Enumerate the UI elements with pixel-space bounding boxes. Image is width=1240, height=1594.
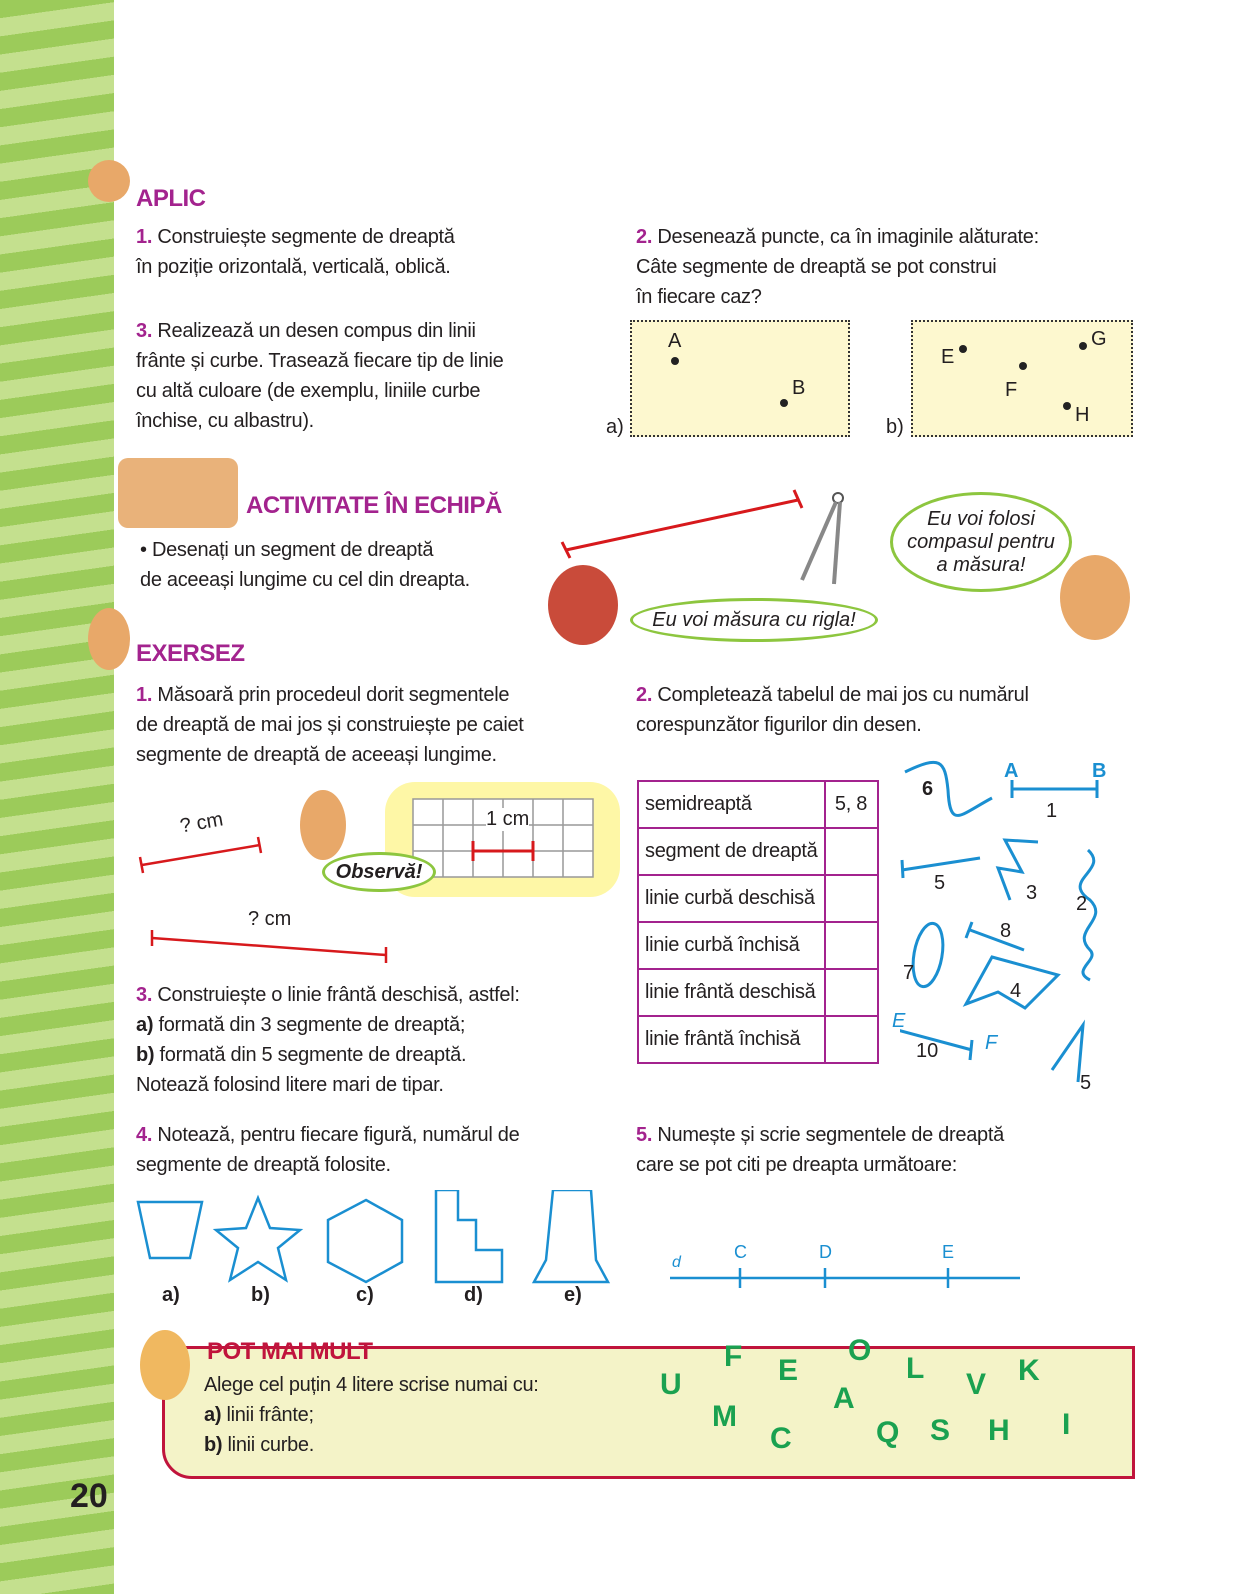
figure-label: e) xyxy=(564,1284,582,1306)
figure-label: d) xyxy=(464,1284,483,1306)
table-row: linie curbă deschisă xyxy=(638,875,878,922)
exersez-ex3: 3. Construiește o linie frântă deschisă, astfel: a) formată din 3 segmente de dreaptă; b) formată din 5 segmente de dreaptă. Notează folosind litere mari de tipar. xyxy=(136,984,520,1096)
letter: H xyxy=(988,1414,1010,1447)
letter: M xyxy=(712,1400,737,1433)
decorative-side-stripe xyxy=(0,0,114,1594)
figure-label: E xyxy=(892,1010,906,1032)
boy-with-magnifier-icon xyxy=(300,790,346,860)
aplic-ex2: 2. Desenează puncte, ca în imaginile alăturate: Câte segmente de dreaptă se pot construi în fiecare caz? xyxy=(636,226,1039,308)
letter: A xyxy=(833,1382,855,1415)
speech-bubble-girl: Eu voi măsura cu rigla! xyxy=(630,598,878,642)
aplic-ex3: 3. Realizează un desen compus din linii frânte și curbe. Trasează fiecare tip de linie cu altă culoare (de exemplu, liniile curbe închise, cu albastru). xyxy=(136,320,504,432)
table-row: semidreaptă 5, 8 xyxy=(638,781,878,828)
figure-label: 5 xyxy=(1080,1072,1092,1094)
aplic-ex1: 1. Construiește segmente de dreaptă în poziție orizontală, verticală, oblică. xyxy=(136,226,455,278)
figure-label: 1 xyxy=(1046,800,1058,822)
section-title-exersez: EXERSEZ xyxy=(136,640,245,667)
figure-label: 4 xyxy=(1010,980,1022,1002)
shape-figures xyxy=(130,1190,620,1300)
points-pad-b xyxy=(911,320,1133,437)
figure-label: F xyxy=(985,1032,998,1054)
echipa-text: • Desenați un segment de dreaptă de aceeași lungime cu cel din dreapta. xyxy=(140,539,470,591)
letter: K xyxy=(1018,1354,1040,1387)
point-dot xyxy=(1063,402,1071,410)
point-label: E xyxy=(942,1242,955,1262)
point-dot xyxy=(780,399,788,407)
pad-label-b: b) xyxy=(886,416,904,438)
point-dot xyxy=(1019,362,1027,370)
letter: L xyxy=(906,1352,925,1385)
figure-label: 5 xyxy=(934,872,946,894)
point-label: F xyxy=(1005,379,1018,401)
point-label: C xyxy=(734,1242,747,1262)
table-row: segment de dreaptă xyxy=(638,828,878,875)
figure-label: 2 xyxy=(1076,893,1088,915)
figure-label: 10 xyxy=(916,1040,939,1062)
page-number: 20 xyxy=(70,1477,108,1515)
letter: E xyxy=(778,1354,799,1387)
boy-with-pencil-icon xyxy=(88,608,130,670)
line-d xyxy=(670,1260,1030,1300)
segment-label: ? cm xyxy=(248,908,292,930)
letter: F xyxy=(724,1340,743,1373)
girl-mascot-icon xyxy=(548,565,618,645)
letter: V xyxy=(966,1368,987,1401)
figure-label: B xyxy=(1092,760,1107,782)
pot-text: Alege cel puțin 4 litere scrise numai cu: a) linii frânte; b) linii curbe. xyxy=(204,1374,539,1456)
boy-mascot-icon xyxy=(88,160,130,202)
points-pad-a xyxy=(630,320,850,437)
pad-label-a: a) xyxy=(606,416,624,438)
section-title-pot-mai-mult: POT MAI MULT xyxy=(207,1338,373,1365)
segment-label: ? cm xyxy=(178,808,225,838)
point-label: D xyxy=(819,1242,832,1262)
letter: I xyxy=(1062,1408,1071,1441)
figure-label: c) xyxy=(356,1284,374,1306)
point-label: H xyxy=(1075,404,1090,426)
letter: O xyxy=(848,1334,872,1367)
figure-label: 3 xyxy=(1026,882,1038,904)
section-title-aplic: APLIC xyxy=(136,185,206,212)
speech-bubble-boy: Eu voi folosi compasul pentru a măsura! xyxy=(890,492,1072,592)
figures-table xyxy=(637,780,879,1064)
letter: Q xyxy=(876,1416,900,1449)
letter: C xyxy=(770,1422,792,1455)
table-row: linie curbă închisă xyxy=(638,922,878,969)
line-label: d xyxy=(672,1254,681,1271)
point-dot xyxy=(671,357,679,365)
figure-label: 8 xyxy=(1000,920,1012,942)
speech-bubble-observa: Observă! xyxy=(322,852,436,892)
section-title-echipa: ACTIVITATE ÎN ECHIPĂ xyxy=(246,492,502,519)
figure-label: 6 xyxy=(922,778,934,800)
point-label: A xyxy=(668,330,682,352)
exersez-ex4: 4. Notează, pentru fiecare figură, numărul de segmente de dreaptă folosite. xyxy=(136,1124,520,1176)
figure-label: 7 xyxy=(903,962,915,984)
children-with-book-icon xyxy=(118,458,238,528)
point-label: B xyxy=(792,377,806,399)
figure-label: b) xyxy=(251,1284,270,1306)
point-label: G xyxy=(1091,328,1107,350)
exersez-ex1: 1. Măsoară prin procedeul dorit segmentele de dreaptă de mai jos și construiește pe caiet segmente de dreaptă de aceeași lungime. xyxy=(136,684,524,766)
figure-label: a) xyxy=(162,1284,180,1306)
exersez-ex5: 5. Numește și scrie segmentele de dreaptă care se pot citi pe dreapta următoare: xyxy=(636,1124,1004,1176)
letter: S xyxy=(930,1414,951,1447)
girl-on-paper-plane-icon xyxy=(140,1330,190,1400)
grid-unit-label: 1 cm xyxy=(486,808,530,830)
table-row: linie frântă închisă xyxy=(638,1016,878,1063)
measure-segments xyxy=(130,820,400,970)
letter: U xyxy=(660,1368,682,1401)
point-dot xyxy=(959,345,967,353)
boy-mascot-icon xyxy=(1060,555,1130,640)
table-row: linie frântă deschisă xyxy=(638,969,878,1016)
exersez-ex2: 2. Completează tabelul de mai jos cu numărul corespunzător figurilor din desen. xyxy=(636,684,1029,736)
point-label: E xyxy=(941,346,955,368)
point-dot xyxy=(1079,342,1087,350)
figure-label: A xyxy=(1004,760,1019,782)
